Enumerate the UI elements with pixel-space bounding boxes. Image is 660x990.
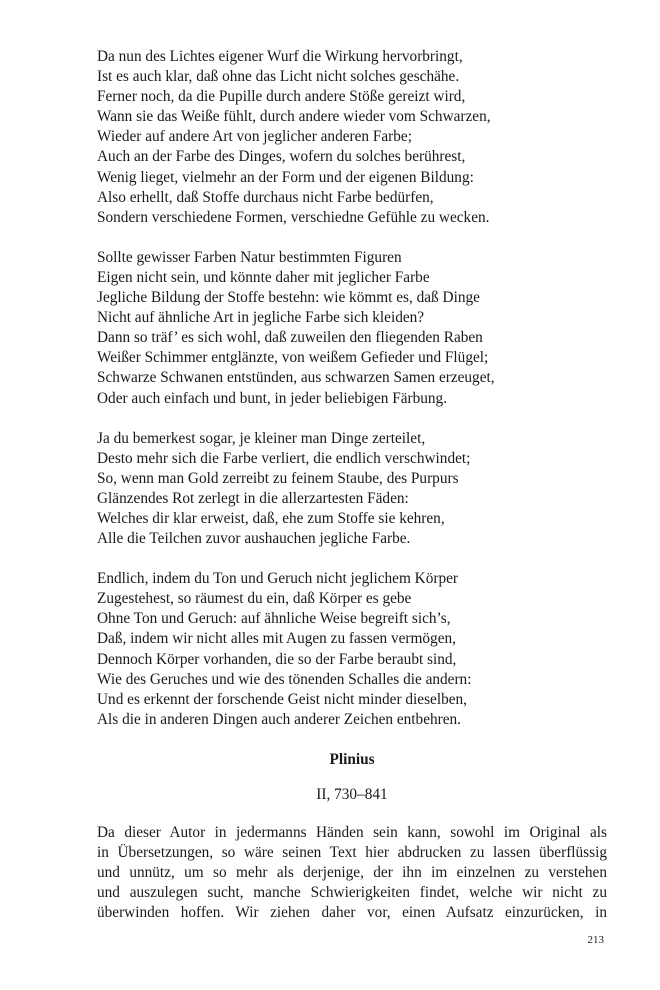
verse-line: Desto mehr sich die Farbe verliert, die endlich verschwindet; <box>97 449 471 467</box>
verse-line: Alle die Teilchen zuvor aushauchen jegliche Farbe. <box>97 530 411 548</box>
verse-line: So, wenn man Gold zerreibt zu feinem Staube, des Purpurs <box>97 469 459 487</box>
prose-line: und auszulegen sucht, manche Schwierigkeiten findet, welche wir nicht zu <box>97 884 607 902</box>
prose-paragraph <box>97 823 607 923</box>
prose-line: in Übersetzungen, so wäre seinen Text hier abdrucken zu lassen überflüssig <box>97 844 607 861</box>
verse-line: Wie des Geruches und wie des tönenden Schalles die andern: <box>97 670 472 688</box>
verse-line: Ferner noch, da die Pupille durch andere Stöße gereizt wird, <box>97 88 466 106</box>
verse-line: Jegliche Bildung der Stoffe bestehn: wie kömmt es, daß Dinge <box>97 289 480 307</box>
verse-line: Dennoch Körper vorhanden, die so der Farbe beraubt sind, <box>97 650 457 668</box>
section-heading: Plinius <box>329 750 375 768</box>
verse-line: Wenig lieget, vielmehr an der Form und der eigenen Bildung: <box>97 168 474 186</box>
verse-line: Wieder auf andere Art von jeglicher anderen Farbe; <box>97 128 412 146</box>
verse-line: Also erhellt, daß Stoffe durchaus nicht Farbe bedürfen, <box>97 188 434 206</box>
verse-line: Endlich, indem du Ton und Geruch nicht jeglichem Körper <box>97 570 459 588</box>
verse-line: Weißer Schimmer entglänzte, von weißem Gefieder und Flügel; <box>97 349 489 367</box>
verse-line: Welches dir klar erweist, daß, ehe zum Stoffe sie kehren, <box>97 509 445 527</box>
verse-line: Schwarze Schwanen entstünden, aus schwarzen Samen erzeuget, <box>97 369 495 387</box>
verse-line: Wann sie das Weiße fühlt, durch andere wieder vom Schwarzen, <box>97 108 491 126</box>
verse-line: Als die in anderen Dingen auch anderer Zeichen entbehren. <box>97 710 461 728</box>
verse-line: Sollte gewisser Farben Natur bestimmten Figuren <box>97 248 402 266</box>
verse-line: Ist es auch klar, daß ohne das Licht nicht solches geschähe. <box>97 68 460 86</box>
page-body <box>97 47 607 923</box>
verse-line: Zugestehest, so räumest du ein, daß Körper es gebe <box>97 590 412 608</box>
verse-line: Oder auch einfach und bunt, in jeder beliebigen Färbung. <box>97 389 448 407</box>
prose-line: überwinden hoffen. Wir ziehen daher vor, einen Aufsatz einzurücken, in <box>97 904 607 922</box>
prose-line: Da dieser Autor in jedermanns Händen sein kann, sowohl im Original als <box>97 823 607 841</box>
verse-line: Und es erkennt der forschende Geist nicht minder dieselben, <box>97 690 467 708</box>
verse-stanza-4 <box>97 569 607 730</box>
verse-stanza-1 <box>97 47 607 228</box>
verse-stanza-2 <box>97 248 607 409</box>
page-number: 213 <box>587 934 604 946</box>
section-subheading: II, 730–841 <box>316 785 388 803</box>
verse-line: Auch an der Farbe des Dinges, wofern du solches berührest, <box>97 148 466 166</box>
verse-line: Glänzendes Rot zerlegt in die allerzartesten Fäden: <box>97 489 409 507</box>
verse-line: Ja du bemerkest sogar, je kleiner man Dinge zerteilet, <box>97 429 426 447</box>
verse-line: Sondern verschiedene Formen, verschiedne Gefühle zu wecken. <box>97 208 490 226</box>
prose-line: und unnütz, um so mehr als derjenige, der ihn im einzelnen zu verstehen <box>97 864 607 882</box>
verse-line: Dann so träf’ es sich wohl, daß zuweilen den fliegenden Raben <box>97 329 483 347</box>
verse-line: Eigen nicht sein, und könnte daher mit jeglicher Farbe <box>97 268 430 286</box>
verse-line: Nicht auf ähnliche Art in jegliche Farbe sich kleiden? <box>97 309 425 327</box>
verse-stanza-3 <box>97 429 607 550</box>
verse-line: Ohne Ton und Geruch: auf ähnliche Weise begreift sich’s, <box>97 610 451 628</box>
verse-line: Da nun des Lichtes eigener Wurf die Wirkung hervorbringt, <box>97 48 463 65</box>
verse-line: Daß, indem wir nicht alles mit Augen zu fassen vermögen, <box>97 630 456 648</box>
